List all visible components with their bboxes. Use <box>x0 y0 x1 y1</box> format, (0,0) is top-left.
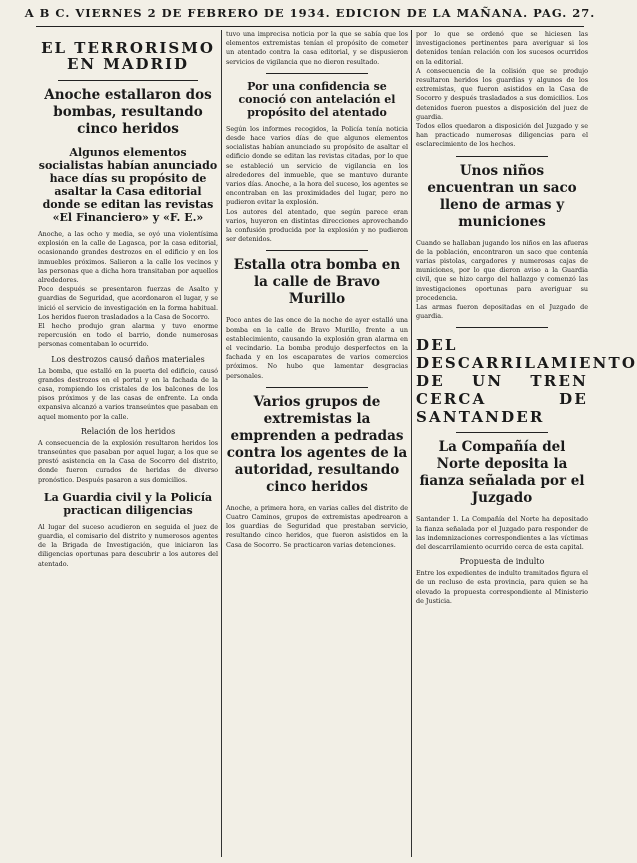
paragraph: por lo que se ordenó que se hiciesen las investigaciones pertinentes para averiguar si los detenidos tenían relación con los sucesos ocurridos en la editorial. <box>416 30 588 66</box>
divider <box>456 156 548 157</box>
section-title: EL TERRORISMO EN MADRID <box>41 39 215 73</box>
divider <box>266 387 368 388</box>
divider <box>456 327 548 328</box>
subheading: La Guardia civil y la Policía practican diligencias <box>43 490 213 517</box>
header-rule <box>36 26 584 27</box>
divider <box>58 80 198 81</box>
paragraph: Todos ellos quedaron a disposición del Juzgado y se han practicado numerosas diligencias para el esclarecimiento de los hechos. <box>416 122 588 149</box>
paragraph: Según los informes recogidos, la Policía tenía noticia desde hace varios días de que algunos elementos socialistas habían anunciado su propósito de asaltar el edificio donde se editan las revistas citadas, por lo que se estableció un servicio de vigilancia en los alrededores del inmueble, que se mantuvo durante varios días. Anoche, a la hora del suceso, los agentes se encontraban en las proximidades del lugar, pero no pudieron evitar la explosión. <box>226 124 408 207</box>
paragraph: Los autores del atentado, que según parece eran varios, huyeron en distintas direcciones aprovechando la confusión producida por la explosión y no pudieron ser detenidos. <box>226 207 408 244</box>
headline: Anoche estallaron dos bombas, resultando cinco heridos <box>44 87 212 137</box>
paragraph: Santander 1. La Compañía del Norte ha depositado la fianza señalada por el Juzgado para responder de las indemnizaciones correspondientes a las víctimas del descarrilamiento ocurrido cerca de esta capital. <box>416 515 588 552</box>
subheading: Propuesta de indulto <box>459 557 545 567</box>
column-separator <box>221 30 222 857</box>
paragraph: Entre los expedientes de indulto tramitados figura el de un recluso de esta provincia, para quien se ha elevado la propuesta correspondiente al Ministerio de Justicia. <box>416 569 588 605</box>
headline: Estalla otra bomba en la calle de Bravo Murillo <box>233 257 401 308</box>
divider <box>266 250 368 251</box>
subheading: Por una confidencia se conoció con antelación el propósito del atentado <box>238 79 396 119</box>
paragraph: Cuando se hallaban jugando los niños en las afueras de la población, encontraron un saco que contenía varias pistolas, cargadores y numerosas cajas de municiones, por lo que dieron aviso a la Guardia civil, que se hizo cargo del hallazgo y comenzó las investigaciones oportunas para averiguar su procedencia. <box>416 238 588 302</box>
column-separator <box>411 30 412 857</box>
page-header: A B C. VIERNES 2 DE FEBRERO DE 1934. EDICION DE LA MAÑANA. PAG. 27. <box>24 6 596 20</box>
paragraph: La bomba, que estalló en la puerta del edificio, causó grandes destrozos en el portal y en la fachada de la casa, rompiendo los cristales de los balcones de los pisos próximos y de las casas de enfrente. La onda expansiva alcanzó a varios transeúntes que pasaban en aquel momento por la calle. <box>38 366 218 421</box>
column-2 <box>226 30 408 859</box>
paragraph: Anoche, a las ocho y media, se oyó una violentísima explosión en la calle de Lagasca, por la casa editorial, ocasionando grandes destrozos en el edificio y en los inmuebles próximos. Salieron a la calle los vecinos y las personas que a dicha hora transitaban por aquellos alrededores. <box>38 230 218 285</box>
column-1 <box>38 30 218 859</box>
paragraph: Anoche, a primera hora, en varias calles del distrito de Cuatro Caminos, grupos de extremistas apedrearon a los guardias de Seguridad que prestaban servicio, resultando cinco heridos, que fueron asistidos en la Casa de Socorro. Se practicaron varias detenciones. <box>226 503 408 549</box>
subheading: Relación de los heridos <box>80 426 176 436</box>
divider <box>266 73 368 74</box>
paragraph: Al lugar del suceso acudieron en seguida el juez de guardia, el comisario del distrito y numerosos agentes de la Brigada de Investigación, que iniciaron las diligencias oportunas para descubrir a los autores del atentado. <box>38 522 218 568</box>
paragraph: Poco después se presentaron fuerzas de Asalto y guardias de Seguridad, que acordonaron el lugar, y se inició el servicio de investigación en la forma habitual. Los heridos fueron trasladados a la Casa de Socorro. <box>38 285 218 321</box>
section-title: DEL DESCARRILAMIENTO DE UN TREN CERCA DE SANTANDER <box>416 336 637 427</box>
headline: La Compañía del Norte deposita la fianza señalada por el Juzgado <box>419 439 585 507</box>
paragraph: tuvo una imprecisa noticia por la que se sabía que los elementos extremistas tenían el propósito de cometer un atentado contra la casa editorial, y se dispusieron servicios de vigilancia que no dieron resultado. <box>226 30 408 66</box>
paragraph: Poco antes de las once de la noche de ayer estalló una bomba en la calle de Bravo Murillo, frente a un establecimiento, causando la explosión gran alarma en el vecindario. La bomba produjo desperfectos en la fachada y en los escaparates de varios comercios próximos. No hubo que lamentar desgracias personales. <box>226 316 408 380</box>
headline: Unos niños encuentran un saco lleno de armas y municiones <box>427 162 577 230</box>
subheadline: Algunos elementos socialistas habían anunciado hace días su propósito de asaltar la Casa editorial donde se editan las revistas «El Financiero» y «F. E.» <box>38 146 218 224</box>
paragraph: El hecho produjo gran alarma y tuvo enorme repercusión en todo el barrio, donde numerosas personas comentaban lo ocurrido. <box>38 322 218 349</box>
subheading: Los destrozos causó daños materiales <box>51 354 205 364</box>
divider <box>456 432 548 433</box>
paragraph: A consecuencia de la explosión resultaron heridos los transeúntes que pasaban por aquel lugar, a los que se prestó asistencia en la Casa de Socorro del distrito, donde fueron curados de heridas de diverso pronóstico. Después pasaron a sus domicilios. <box>38 438 218 484</box>
column-3 <box>416 30 637 859</box>
headline: Varios grupos de extremistas la emprenden a pedradas contra los agentes de la autoridad, resultando cinco heridos <box>226 393 408 495</box>
paragraph: Las armas fueron depositadas en el Juzgado de guardia. <box>416 303 588 321</box>
paragraph: A consecuencia de la colisión que se produjo resultaron heridos los guardias y algunos de los extremistas, que fueron asistidos en la Casa de Socorro y después trasladados a sus domicilios. Los detenidos fueron puestos a disposición del juez de guardia. <box>416 66 588 121</box>
